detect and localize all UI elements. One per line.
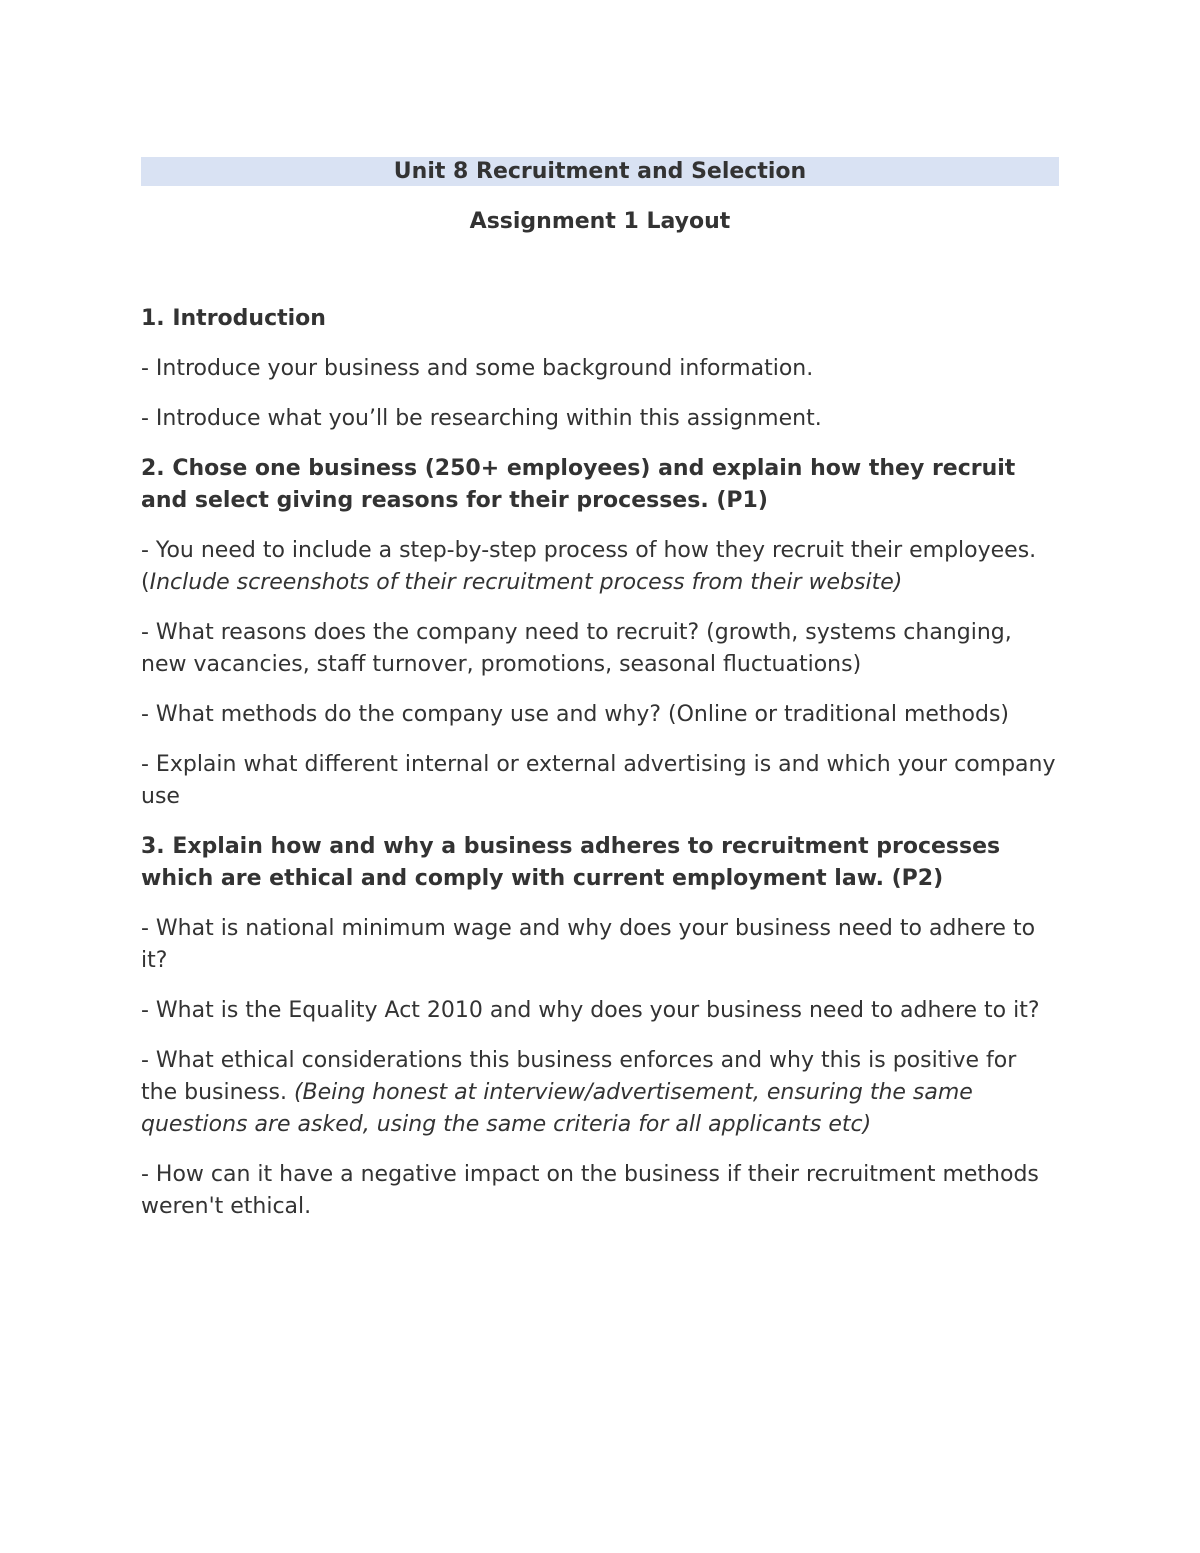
section-heading: 1. Introduction — [141, 306, 326, 331]
bullet-item: - What methods do the company use and why? (Online or traditional methods) — [141, 702, 1009, 727]
document-subtitle: Assignment 1 Layout — [469, 209, 731, 234]
bullet-item: - You need to include a step-by-step process of how they recruit their employees. (Include screenshots of their recruitment process from their website) — [141, 538, 1037, 595]
document-page — [141, 157, 1059, 1223]
bullet-item: - What ethical considerations this business enforces and why this is positive for the business. (Being honest at interview/advertisement, ensuring the same questions are asked, using the same criteria for all applicants etc) — [141, 1048, 1017, 1137]
section-recruit-and-select — [141, 453, 1059, 813]
bullet-item: - Explain what different internal or external advertising is and which your company use — [141, 752, 1056, 809]
section-ethical-compliance — [141, 831, 1059, 1223]
bullet-item: - What reasons does the company need to recruit? (growth, systems changing, new vacancies, staff turnover, promotions, seasonal fluctuations) — [141, 620, 1012, 677]
bullet-item: - What is the Equality Act 2010 and why does your business need to adhere to it? — [141, 998, 1040, 1023]
document-title: Unit 8 Recruitment and Selection — [141, 157, 1059, 186]
section-heading: 3. Explain how and why a business adheres to recruitment processes which are ethical and comply with current employment law. (P2) — [141, 834, 1001, 891]
bullet-item: - What is national minimum wage and why does your business need to adhere to it? — [141, 916, 1036, 973]
bullet-item: - Introduce your business and some background information. — [141, 356, 814, 381]
section-introduction — [141, 303, 1059, 435]
bullet-item: - How can it have a negative impact on the business if their recruitment methods weren't ethical. — [141, 1162, 1039, 1219]
bullet-item: - Introduce what you’ll be researching within this assignment. — [141, 406, 822, 431]
section-heading: 2. Chose one business (250+ employees) and explain how they recruit and select giving reasons for their processes. (P1) — [141, 456, 1016, 513]
